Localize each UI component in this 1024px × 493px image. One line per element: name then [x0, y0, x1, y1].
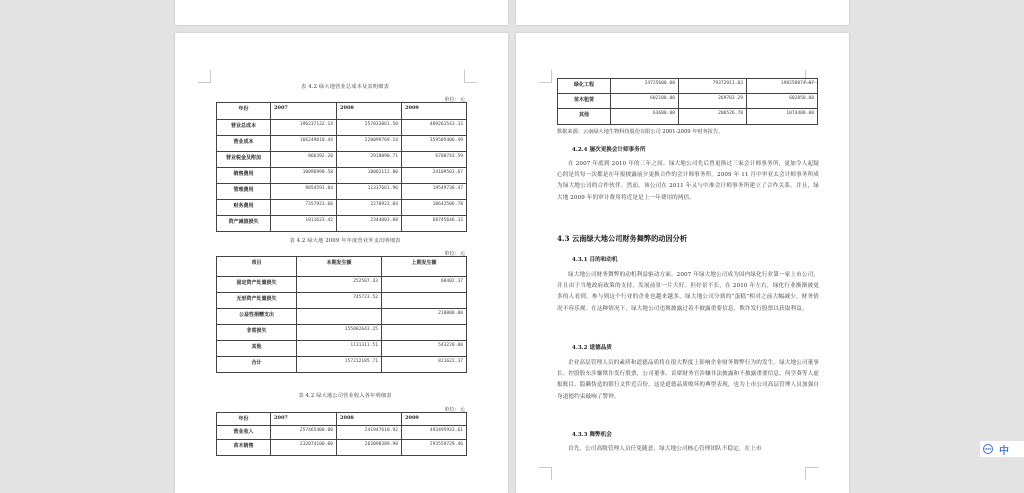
table-row	[217, 325, 467, 341]
header-year: 年份	[217, 413, 271, 426]
cell-value: 210000.00	[382, 309, 467, 325]
header-current-period: 本期发生额	[297, 257, 382, 277]
cell-value: 19549736.47	[402, 184, 467, 200]
row-label: 管理费用	[217, 184, 271, 200]
cell-value: 1074480.00	[747, 109, 818, 125]
translate-widget[interactable]	[980, 441, 1024, 457]
unit-label: 单位：元	[444, 251, 465, 257]
revenue-detail-table-continued	[557, 78, 818, 125]
cell-value: 269783.29	[679, 94, 747, 109]
row-label: 营业税金及附加	[217, 152, 271, 168]
table-row	[217, 136, 467, 152]
header-2009: 2009	[402, 103, 467, 120]
table-caption: 表 4.2 绿大地营业总成本及其明细表	[301, 84, 389, 90]
cell-value: 6708743.59	[402, 152, 467, 168]
document-page-left	[175, 33, 508, 493]
cell-value: 2344003.88	[337, 216, 402, 232]
table-row	[217, 341, 467, 357]
table-row	[217, 309, 467, 325]
cell-value: 232074100.00	[271, 440, 337, 456]
translate-icon[interactable]: iFLY	[983, 444, 993, 454]
cell-value: 196237132.14	[271, 120, 337, 136]
non-operating-expense-table	[216, 256, 467, 373]
cell-value: 10642506.78	[402, 200, 467, 216]
header-year: 年份	[217, 103, 271, 120]
table-row	[558, 109, 818, 125]
header-2008: 2008	[337, 103, 402, 120]
cell-value: 293559729.46	[402, 440, 467, 456]
table-row	[217, 426, 467, 440]
cell-value: 745723.52	[297, 293, 382, 309]
row-label: 财务费用	[217, 200, 271, 216]
cell-value	[382, 325, 467, 341]
table-row	[217, 120, 467, 136]
cell-value: 489261543.33	[402, 120, 467, 136]
cell-value: 493495933.61	[402, 426, 467, 440]
margin-corner-mark	[539, 70, 552, 83]
margin-corner-mark	[539, 467, 552, 480]
row-label: 其他	[558, 109, 611, 125]
header-prior-period: 上期发生额	[382, 257, 467, 277]
cell-value: 157212185.71	[297, 357, 382, 373]
cell-value: 257033061.50	[337, 120, 402, 136]
table-row	[558, 94, 818, 109]
cell-value: 220099769.14	[337, 136, 402, 152]
margin-corner-mark	[198, 70, 211, 83]
unit-label: 单位：元	[444, 407, 465, 413]
row-label: 合计	[217, 357, 297, 373]
row-label: 无形资产处置损失	[217, 293, 297, 309]
row-label: 苗木销售	[217, 440, 271, 456]
cell-value: 821622.37	[382, 357, 467, 373]
cell-value: 79372911.03	[679, 79, 747, 94]
row-label: 其他	[217, 341, 297, 357]
previous-page-left	[175, 0, 508, 25]
cell-value	[297, 309, 382, 325]
cell-value: 18062112.80	[337, 168, 402, 184]
cell-value: 2270923.04	[337, 200, 402, 216]
cell-value: 10096990.58	[271, 168, 337, 184]
header-2007: 2007	[271, 103, 337, 120]
cell-value: 257465400.00	[271, 426, 337, 440]
row-label: 苗木租赁	[558, 94, 611, 109]
cell-value: 155082643.25	[297, 325, 382, 341]
cell-value: 543220.00	[382, 341, 467, 357]
table-caption: 表 4.2 绿大地 2009 年年度营业外支出明细表	[289, 238, 401, 244]
cell-value: 206526.70	[679, 109, 747, 125]
header-2007: 2007	[271, 413, 337, 426]
cost-detail-table	[216, 102, 467, 232]
cell-value: 68745646.33	[402, 216, 467, 232]
language-toggle[interactable]: 中	[999, 445, 1009, 457]
table-row	[217, 357, 467, 373]
cell-value: 359505406.49	[402, 136, 467, 152]
cell-value: 68402.37	[382, 277, 467, 293]
table-row	[217, 216, 467, 232]
cell-value: 602100.00	[611, 94, 679, 109]
margin-corner-mark	[464, 70, 477, 83]
cell-value: 252507.43	[297, 277, 382, 293]
table-row	[217, 184, 467, 200]
row-label: 资产减值损失	[217, 216, 271, 232]
table-row	[217, 152, 467, 168]
data-source-note: 数据来源：云南绿大地生物科技股份有限公司 2001-2009 年财务报告。	[557, 129, 724, 135]
cell-value	[382, 293, 467, 309]
table-row	[217, 200, 467, 216]
cell-value: 1811623.42	[271, 216, 337, 232]
cell-value: 2918090.71	[337, 152, 402, 168]
row-label: 营业总成本	[217, 120, 271, 136]
table-row	[217, 440, 467, 456]
table-row	[558, 79, 818, 94]
table-row	[217, 293, 467, 309]
margin-corner-mark	[805, 467, 818, 480]
table-row	[217, 168, 467, 184]
header-item: 项目	[217, 257, 297, 277]
previous-page-right	[516, 0, 849, 25]
cell-value: 166249610.44	[271, 136, 337, 152]
cell-value: 24109503.67	[402, 168, 467, 184]
cell-value: 262098389.90	[337, 440, 402, 456]
row-label: 固定资产处置损失	[217, 277, 297, 293]
section-heading-4-3: 4.3 云南绿大地公司财务舞弊的动因分析	[557, 234, 688, 243]
section-heading-4-2-4: 4.2.4 屡次更换会计师事务所	[572, 147, 646, 153]
revenue-detail-table	[216, 412, 467, 456]
cell-value: 241947610.92	[337, 426, 402, 440]
unit-label: 单位：元	[444, 97, 465, 103]
cell-value: 9854591.84	[271, 184, 337, 200]
table-caption: 表 4.2 绿大地公司营业收入各年明细表	[298, 393, 392, 399]
cell-value: 602850.08	[747, 94, 818, 109]
table-row	[217, 277, 467, 293]
cell-value: 866392.20	[271, 152, 337, 168]
document-page-right	[516, 33, 849, 493]
cell-value: 24725600.00	[611, 79, 679, 94]
section-heading-4-3-3: 4.3.3 舞弊机会	[572, 432, 612, 438]
section-paragraph: 绿大地公司财务舞弊的动机利益驱动方面。2007 年绿大地公司成为国内绿化行业第一家上市公司，并且由于当地政府政策的支持，发展前景一片大好。但好景不长，在 2010 年左右，绿化行业渐渐被更多的人看到，参与到这个行业的企业也越来越多，绿大地公司分到的“蛋糕”相对之前大幅减少，财务情况不容乐观。在这种情况下，绿大地公司违规披露过着不披露重要信息，欺诈发行股票以获取利益。	[557, 272, 819, 312]
cell-value: 11337661.96	[337, 184, 402, 200]
cell-value: 7357923.66	[271, 200, 337, 216]
cell-value: 1131311.51	[297, 341, 382, 357]
header-2009: 2009	[402, 413, 467, 426]
section-paragraph: 企业高层管理人员的素质和道德品质将在很大程度上影响企业财务舞弊行为的发生。绿大地公司董事长、控股股东涉嫌欺诈发行股票，公司董事、首席财务官涉嫌非法披露和不披露重要信息，何学葵等人虚报账目、隐瞒伪造的银行文件近百份，这是道德品质败坏的典型表现，也为上市公司高层管理人员加强自身道德约束敲响了警钟。	[557, 360, 819, 400]
header-2008: 2008	[337, 413, 402, 426]
cell-value: 63600.00	[611, 109, 679, 125]
row-label: 营业收入	[217, 426, 271, 440]
row-label: 销售费用	[217, 168, 271, 184]
cell-value: 198258874.07	[747, 79, 818, 94]
row-label: 绿化工程	[558, 79, 611, 94]
row-label: 非常损失	[217, 325, 297, 341]
row-label: 公益性捐赠支出	[217, 309, 297, 325]
section-heading-4-3-1: 4.3.1 目的和动机	[572, 257, 618, 263]
row-label: 营业成本	[217, 136, 271, 152]
section-paragraph: 在 2007 年底到 2010 年的三年之间，绿大地公司先后曾更换过三家会计师事务所，更加令人起疑心的是其每一次都是在年报披露前夕更换合作的会计师事务所。2009 年 11 月中审亚太会计师事务所成为绿大地公司的合作伙伴。然而，该公司在 2011 年又与中准会计师事务所建立了合作关系。并且，绿大地 2009 年的审计费用将近是是上一年费用的两倍。	[557, 161, 819, 201]
section-paragraph: 首先，公司高级管理人员任免随意，绿大地公司核心管理团队不稳定，在上市	[568, 446, 762, 452]
section-heading-4-3-2: 4.3.2 道德品质	[572, 345, 612, 351]
